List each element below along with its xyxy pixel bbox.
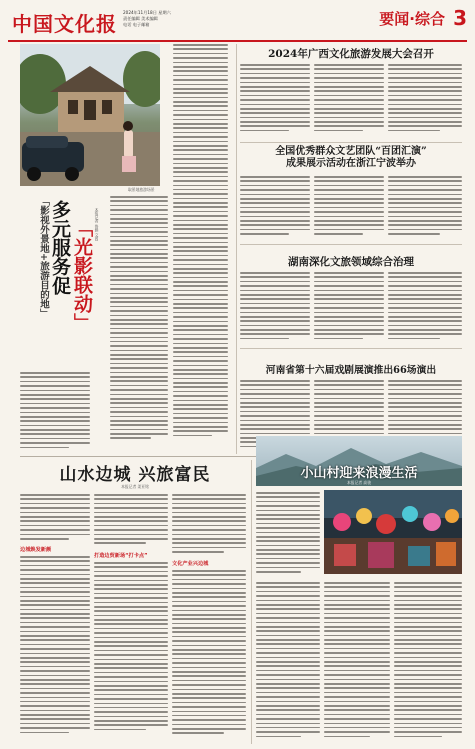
issue-meta (123, 10, 171, 28)
mountain-body-1b (20, 556, 90, 742)
mountain-subhead-3: 文化产业兴边城 (172, 561, 209, 567)
divider (240, 348, 462, 349)
guangxi-body-2 (314, 64, 384, 136)
feature-body-col-2 (110, 196, 168, 452)
mountain-byline: 本报记者 姜亚铭 (121, 484, 149, 489)
column-divider (251, 460, 252, 744)
guangxi-body-1 (240, 64, 310, 136)
mountain-body-3a (172, 494, 246, 556)
lantern-street-scene (324, 490, 462, 574)
section-title: 要闻·综合 (379, 10, 445, 28)
hunan-body-3 (388, 272, 462, 342)
mountain-body-2a (94, 494, 168, 548)
hunan-body-1 (240, 272, 310, 342)
village-byline: 本报记者 高骏 (347, 480, 371, 485)
group-body-1 (240, 176, 310, 238)
group-body-2 (314, 176, 384, 238)
issue-date: 2024年11月18日 星期六 (123, 10, 171, 15)
guangxi-body-3 (388, 64, 462, 136)
feature-body-col-1 (20, 372, 90, 450)
hunan-body-2 (314, 272, 384, 342)
mountain-body-3b (172, 570, 246, 742)
page-number: 3 (453, 6, 467, 30)
village-body-3 (394, 582, 462, 744)
headline-group-performance (240, 146, 462, 170)
feature-title-line1: 多元服务促 (49, 200, 71, 295)
feature-photo-caption: 取景地旅游场景 (128, 187, 155, 192)
film-set-scene (20, 44, 160, 186)
divider (240, 244, 462, 245)
mountain-subhead-2: 打造边贸新场“打卡点” (94, 553, 148, 559)
feature-title-line2: 「光影联动」 (71, 218, 93, 332)
headline-mountain: 山水边城 兴旅富民 (59, 465, 211, 485)
mountain-subhead-1: 边城焕发新颜 (20, 547, 52, 553)
column-divider (236, 44, 237, 454)
headline-guangxi: 2024年广西文化旅游发展大会召开 (268, 48, 434, 60)
feature-body-col-3 (173, 44, 228, 452)
village-body-1a (256, 492, 320, 578)
feature-byline: 本报记者 鲁娟 文图 (95, 208, 100, 241)
headline-hunan: 湖南深化文旅领域综合治理 (288, 256, 414, 268)
headline-group-line1: 全国优秀群众文艺团队“百团汇演” (275, 146, 427, 157)
divider (240, 142, 462, 143)
village-body-1b (256, 582, 320, 744)
village-night-photo (324, 490, 462, 574)
feature-photo (20, 44, 160, 186)
headline-henan: 河南省第十六届戏剧展演推出66场演出 (265, 365, 437, 376)
issue-contact: 电话 电子邮箱 (123, 22, 150, 27)
headline-village: 小山村迎来浪漫生活 (300, 466, 418, 481)
feature-subtitle: 「影视外景地+旅游目的地」 (38, 196, 49, 318)
headline-group-line2: 成果展示活动在浙江宁波举办 (286, 158, 416, 169)
masthead (8, 6, 467, 42)
mountain-body-2b (94, 562, 168, 742)
issue-editors: 责任编辑 美术编辑 (123, 16, 158, 21)
village-body-2 (324, 582, 390, 744)
mountain-body-1a (20, 494, 90, 544)
group-body-3 (388, 176, 462, 238)
newspaper-logo: 中国文化报 (12, 12, 117, 36)
